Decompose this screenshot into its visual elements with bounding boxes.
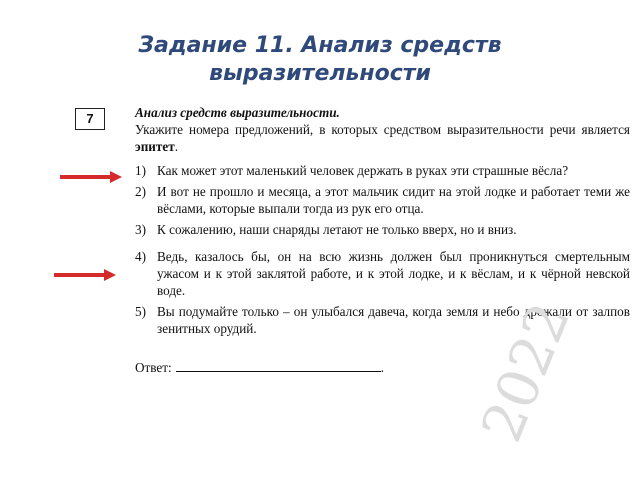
item-text: К сожалению, наши снаряды летают не только вверх, но и вниз. [157, 222, 517, 237]
item-text: Как может этот маленький человек держать в руках эти страшные вёсла? [157, 163, 569, 178]
red-arrow-icon [52, 268, 118, 282]
item-number: 4) [135, 249, 146, 264]
item-text: Вы подумайте только – он улыбался давеча, когда земля и небо дрожали от залпов зенитных орудий. [157, 304, 630, 336]
red-arrow-icon [58, 170, 124, 184]
instruction-keyword: эпитет [135, 139, 175, 154]
list-item [135, 162, 630, 179]
answer-end: . [380, 360, 385, 375]
task-heading: Анализ средств выразительности. [135, 105, 340, 120]
task-instruction [135, 121, 630, 155]
answer-label: Ответ: [135, 360, 172, 375]
list-item [135, 248, 630, 299]
task-number-box: 7 [75, 108, 105, 130]
year-watermark: 2022 [469, 294, 584, 451]
slide-title [0, 32, 640, 88]
item-number: 3) [135, 222, 146, 237]
item-text: И вот не прошло и месяца, а этот мальчик сидит на этой лодке и работает теми же вёслами, которые выпали тогда из рук его отца. [157, 184, 630, 216]
item-number: 1) [135, 163, 146, 178]
instruction-end: . [174, 139, 179, 154]
item-number: 2) [135, 184, 146, 199]
slide-title-line-1: Задание 11. Анализ средств [138, 33, 502, 58]
instruction-text: Укажите номера предложений, в которых средством выразительности речи является [135, 122, 630, 137]
item-number: 5) [135, 304, 146, 319]
item-text: Ведь, казалось бы, он на всю жизнь должен был проникнуться смертельным ужасом и к этой заклятой работе, и к этой лодке, и к вёслам, и к чёрной невской воде. [157, 249, 630, 298]
slide-title-line-2: выразительности [209, 61, 431, 86]
list-item [135, 221, 630, 238]
list-item [135, 183, 630, 217]
answer-field[interactable] [176, 359, 381, 372]
